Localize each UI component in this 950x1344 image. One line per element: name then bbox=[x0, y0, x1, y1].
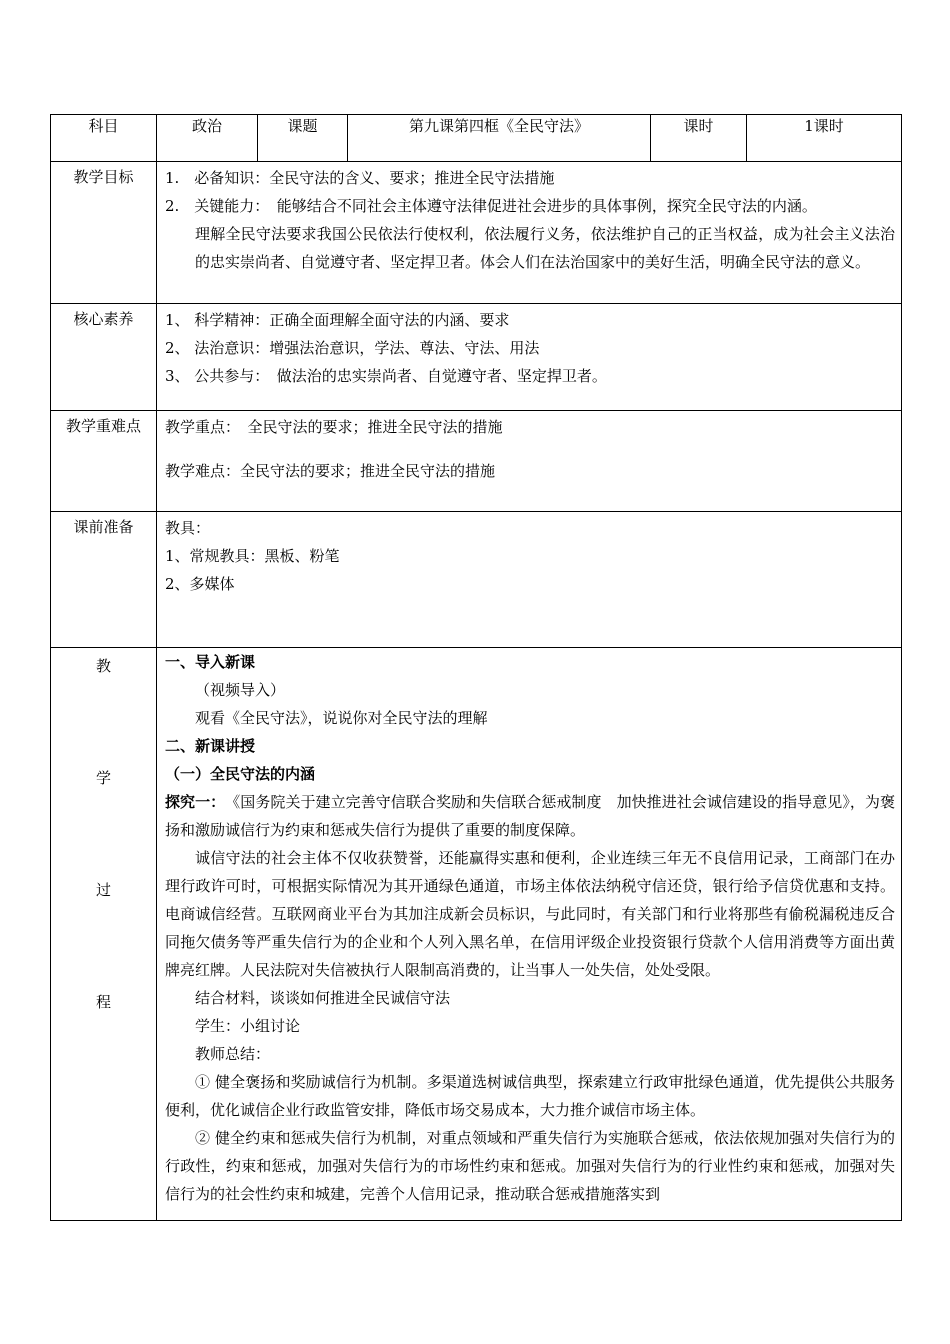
preparation-content bbox=[157, 512, 902, 648]
video-intro: （视频导入） bbox=[195, 681, 286, 699]
student-activity: 学生：小组讨论 bbox=[195, 1017, 301, 1035]
literacy-item-2: 2、 法治意识：增强法治意识，学法、尊法、守法、用法 bbox=[165, 339, 540, 357]
literacy-label: 核心素养 bbox=[51, 304, 157, 411]
objective-item-2-continued: 理解全民守法要求我国公民依法行使权利，依法履行义务，依法维护自己的正当权益，成为社会主义法治的忠实崇尚者、自觉遵守者、坚定捍卫者。体会人们在法治国家中的美好生活，明确全民守法的意义。 bbox=[195, 225, 895, 271]
objectives-content bbox=[157, 162, 902, 304]
teaching-focus: 教学重点： 全民守法的要求；推进全民守法的措施 bbox=[165, 418, 503, 436]
preparation-item-2: 2、多媒体 bbox=[165, 575, 235, 593]
preparation-row bbox=[51, 512, 902, 648]
watch-prompt: 观看《全民守法》，说说你对全民守法的理解 bbox=[195, 709, 488, 727]
process-label-char-1: 教 bbox=[95, 657, 111, 675]
objective-item-2: 2. 关键能力： 能够结合不同社会主体遵守法律促进社会进步的具体事例，探究全民守法的内涵。 bbox=[165, 197, 817, 215]
preparation-item-1: 1、常规教具：黑板、粉笔 bbox=[165, 547, 340, 565]
literacy-item-1: 1、 科学精神：正确全面理解全面守法的内涵、要求 bbox=[165, 311, 510, 329]
subsection-connotation-title: （一）全民守法的内涵 bbox=[165, 765, 316, 783]
literacy-content bbox=[157, 304, 902, 411]
key-points-content bbox=[157, 411, 902, 512]
period-label: 课时 bbox=[651, 115, 747, 162]
section-new-lesson-title: 二、新课讲授 bbox=[165, 737, 256, 755]
explore-text: 《国务院关于建立完善守信联合奖励和失信联合惩戒制度 加快推进社会诚信建设的指导意见》，为褒扬和激励诚信行为约束和惩戒失信行为提供了重要的制度保障。 bbox=[165, 793, 895, 839]
literacy-item-3: 3、 公共参与： 做法治的忠实崇尚者、自觉遵守者、坚定捍卫者。 bbox=[165, 367, 607, 385]
process-label-char-3: 过 bbox=[95, 881, 111, 899]
key-points-row bbox=[51, 411, 902, 512]
teaching-difficulty: 教学难点：全民守法的要求；推进全民守法的措施 bbox=[165, 462, 496, 480]
process-label bbox=[51, 648, 157, 1221]
period-value: 1课时 bbox=[747, 115, 902, 162]
summary-point-2: ② 健全约束和惩戒失信行为机制，对重点领域和严重失信行为实施联合惩戒，依法依规加强对失信行为的行政性，约束和惩戒，加强对失信行为的市场性约束和惩戒。加强对失信行为的行业性约束和惩戒，加强对失信行为的社会性约束和城建，完善个人信用记录，推动联合惩戒措施落实到 bbox=[165, 1129, 895, 1203]
discussion-question: 结合材料，谈谈如何推进全民诚信守法 bbox=[195, 989, 451, 1007]
explore-label: 探究一： bbox=[165, 793, 218, 811]
header-row bbox=[51, 115, 902, 162]
process-content bbox=[157, 648, 902, 1221]
lesson-plan-table bbox=[50, 114, 902, 1221]
literacy-row bbox=[51, 304, 902, 411]
process-label-char-2: 学 bbox=[95, 769, 111, 787]
process-label-char-4: 程 bbox=[95, 993, 111, 1011]
section-intro-title: 一、导入新课 bbox=[165, 653, 256, 671]
summary-point-1: ① 健全褒扬和奖励诚信行为机制。多渠道选树诚信典型，探索建立行政审批绿色通道，优先提供公共服务便利，优化诚信企业行政监管安排，降低市场交易成本，大力推介诚信市场主体。 bbox=[165, 1073, 895, 1119]
explore-one bbox=[165, 788, 895, 844]
preparation-tools: 教具： bbox=[165, 519, 211, 537]
case-material: 诚信守法的社会主体不仅收获赞誉，还能赢得实惠和便利，企业连续三年无不良信用记录，工商部门在办理行政许可时，可根据实际情况为其开通绿色通道，市场主体依法纳税守信还贷，银行给予信贷优惠和支持。电商诚信经营。互联网商业平台为其加注成新会员标识，与此同时，有关部门和行业将那些有偷税漏税违反合同拖欠债务等严重失信行为的企业和个人列入黑名单，在信用评级企业投资银行贷款个人信用消费等方面出黄牌亮红牌。人民法院对失信被执行人限制高消费的，让当事人一处失信，处处受限。 bbox=[165, 849, 895, 979]
key-points-label: 教学重难点 bbox=[51, 411, 157, 512]
topic-value: 第九课第四框《全民守法》 bbox=[348, 115, 651, 162]
subject-value: 政治 bbox=[157, 115, 258, 162]
objectives-label: 教学目标 bbox=[51, 162, 157, 304]
teacher-summary-label: 教师总结： bbox=[195, 1045, 271, 1063]
subject-label: 科目 bbox=[51, 115, 157, 162]
topic-label: 课题 bbox=[258, 115, 348, 162]
preparation-label: 课前准备 bbox=[51, 512, 157, 648]
objectives-row bbox=[51, 162, 902, 304]
process-row bbox=[51, 648, 902, 1221]
objective-item-1: 1. 必备知识：全民守法的含义、要求；推进全民守法措施 bbox=[165, 169, 555, 187]
